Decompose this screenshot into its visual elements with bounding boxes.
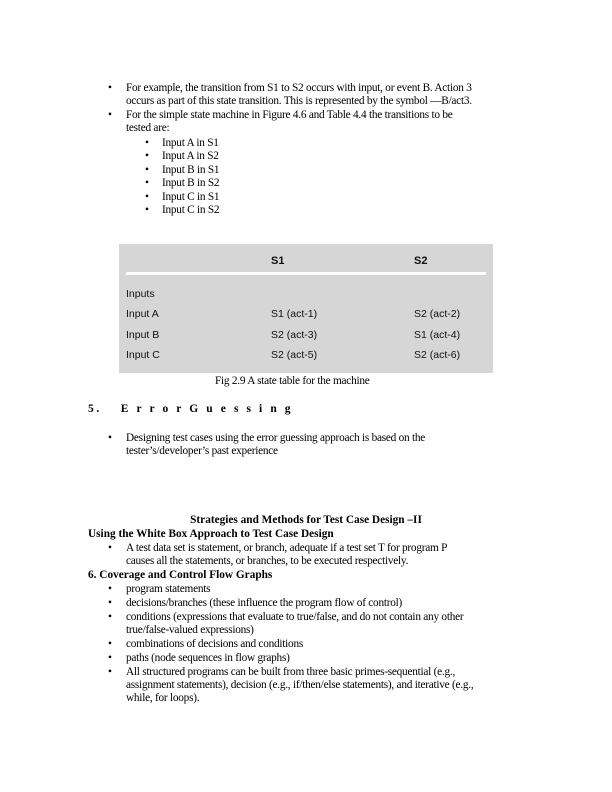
- bullet-icon: [143, 137, 151, 150]
- intro-bullet-1-line-2: occurs as part of this state transition. This is represented by the symbol —B/act3.: [126, 95, 472, 107]
- bullet-icon: [106, 611, 114, 624]
- table-cell-s2: S1 (act-4): [414, 329, 461, 341]
- transition-item: Input A in S2: [162, 150, 219, 162]
- table-row-input: Input A: [126, 308, 159, 320]
- header-divider: [126, 272, 486, 275]
- figure-caption: Fig 2.9 A state table for the machine: [215, 375, 370, 387]
- strategies-bullet-line-1: A test data set is statement, or branch, adequate if a test set T for program P: [126, 542, 448, 554]
- bullet-icon: [106, 82, 114, 95]
- bullet-icon: [106, 666, 114, 679]
- coverage-item: All structured programs can be built from three basic primes-sequential (e.g.,: [126, 666, 456, 678]
- bullet-icon: [106, 652, 114, 665]
- bullet-icon: [106, 542, 114, 555]
- bullet-icon: [106, 638, 114, 651]
- table-cell-s1: S2 (act-5): [271, 349, 318, 361]
- section-5-title: E r r o r G u e s s i n g: [120, 403, 294, 415]
- bullet-icon: [143, 164, 151, 177]
- bullet-icon: [106, 109, 114, 122]
- transition-item: Input C in S1: [162, 191, 220, 203]
- row-group-label: Inputs: [126, 288, 155, 300]
- section-5-bullet-line-2: tester’s/developer’s past experience: [126, 445, 278, 457]
- intro-bullet-1-line-1: For example, the transition from S1 to S2 occurs with input, or event B. Action 3: [126, 82, 472, 94]
- table-cell-s2: S2 (act-2): [414, 308, 461, 320]
- section-6-heading: 6. Coverage and Control Flow Graphs: [88, 569, 273, 581]
- bullet-icon: [143, 150, 151, 163]
- transition-item: Input C in S2: [162, 204, 220, 216]
- bullet-icon: [143, 204, 151, 217]
- table-cell-s1: S2 (act-3): [271, 329, 318, 341]
- table-row-input: Input B: [126, 329, 160, 341]
- transition-item: Input B in S2: [162, 177, 220, 189]
- coverage-item-continued: true/false-valued expressions): [126, 624, 254, 636]
- section-5-number: 5.: [88, 403, 102, 415]
- strategies-title: Strategies and Methods for Test Case Design –II: [190, 514, 422, 526]
- table-cell-s1: S1 (act-1): [271, 308, 318, 320]
- state-table-figure: [119, 244, 493, 373]
- coverage-item-continued: while, for loops).: [126, 692, 200, 704]
- coverage-item-continued: assignment statements), decision (e.g., if/then/else statements), and iterative (e.g.,: [126, 679, 474, 691]
- coverage-item: program statements: [126, 583, 211, 595]
- table-row-input: Input C: [126, 349, 160, 361]
- coverage-item: decisions/branches (these influence the program flow of control): [126, 597, 403, 609]
- column-header-s1: S1: [271, 255, 285, 267]
- strategies-bullet-line-2: causes all the statements, or branches, to be executed respectively.: [126, 555, 409, 567]
- intro-bullet-2-line-2: tested are:: [126, 122, 170, 134]
- coverage-item: combinations of decisions and conditions: [126, 638, 303, 650]
- transition-item: Input B in S1: [162, 164, 220, 176]
- bullet-icon: [106, 597, 114, 610]
- bullet-icon: [143, 177, 151, 190]
- transition-item: Input A in S1: [162, 137, 219, 149]
- column-header-s2: S2: [414, 255, 428, 267]
- intro-bullet-2-line-1: For the simple state machine in Figure 4.6 and Table 4.4 the transitions to be: [126, 109, 453, 121]
- bullet-icon: [106, 583, 114, 596]
- coverage-item: conditions (expressions that evaluate to true/false, and do not contain any other: [126, 611, 464, 623]
- bullet-icon: [143, 191, 151, 204]
- white-box-subtitle: Using the White Box Approach to Test Case Design: [88, 528, 334, 540]
- coverage-item: paths (node sequences in flow graphs): [126, 652, 290, 664]
- table-cell-s2: S2 (act-6): [414, 349, 461, 361]
- section-5-heading: [88, 403, 293, 415]
- bullet-icon: [106, 432, 114, 445]
- section-5-bullet-line-1: Designing test cases using the error guessing approach is based on the: [126, 432, 426, 444]
